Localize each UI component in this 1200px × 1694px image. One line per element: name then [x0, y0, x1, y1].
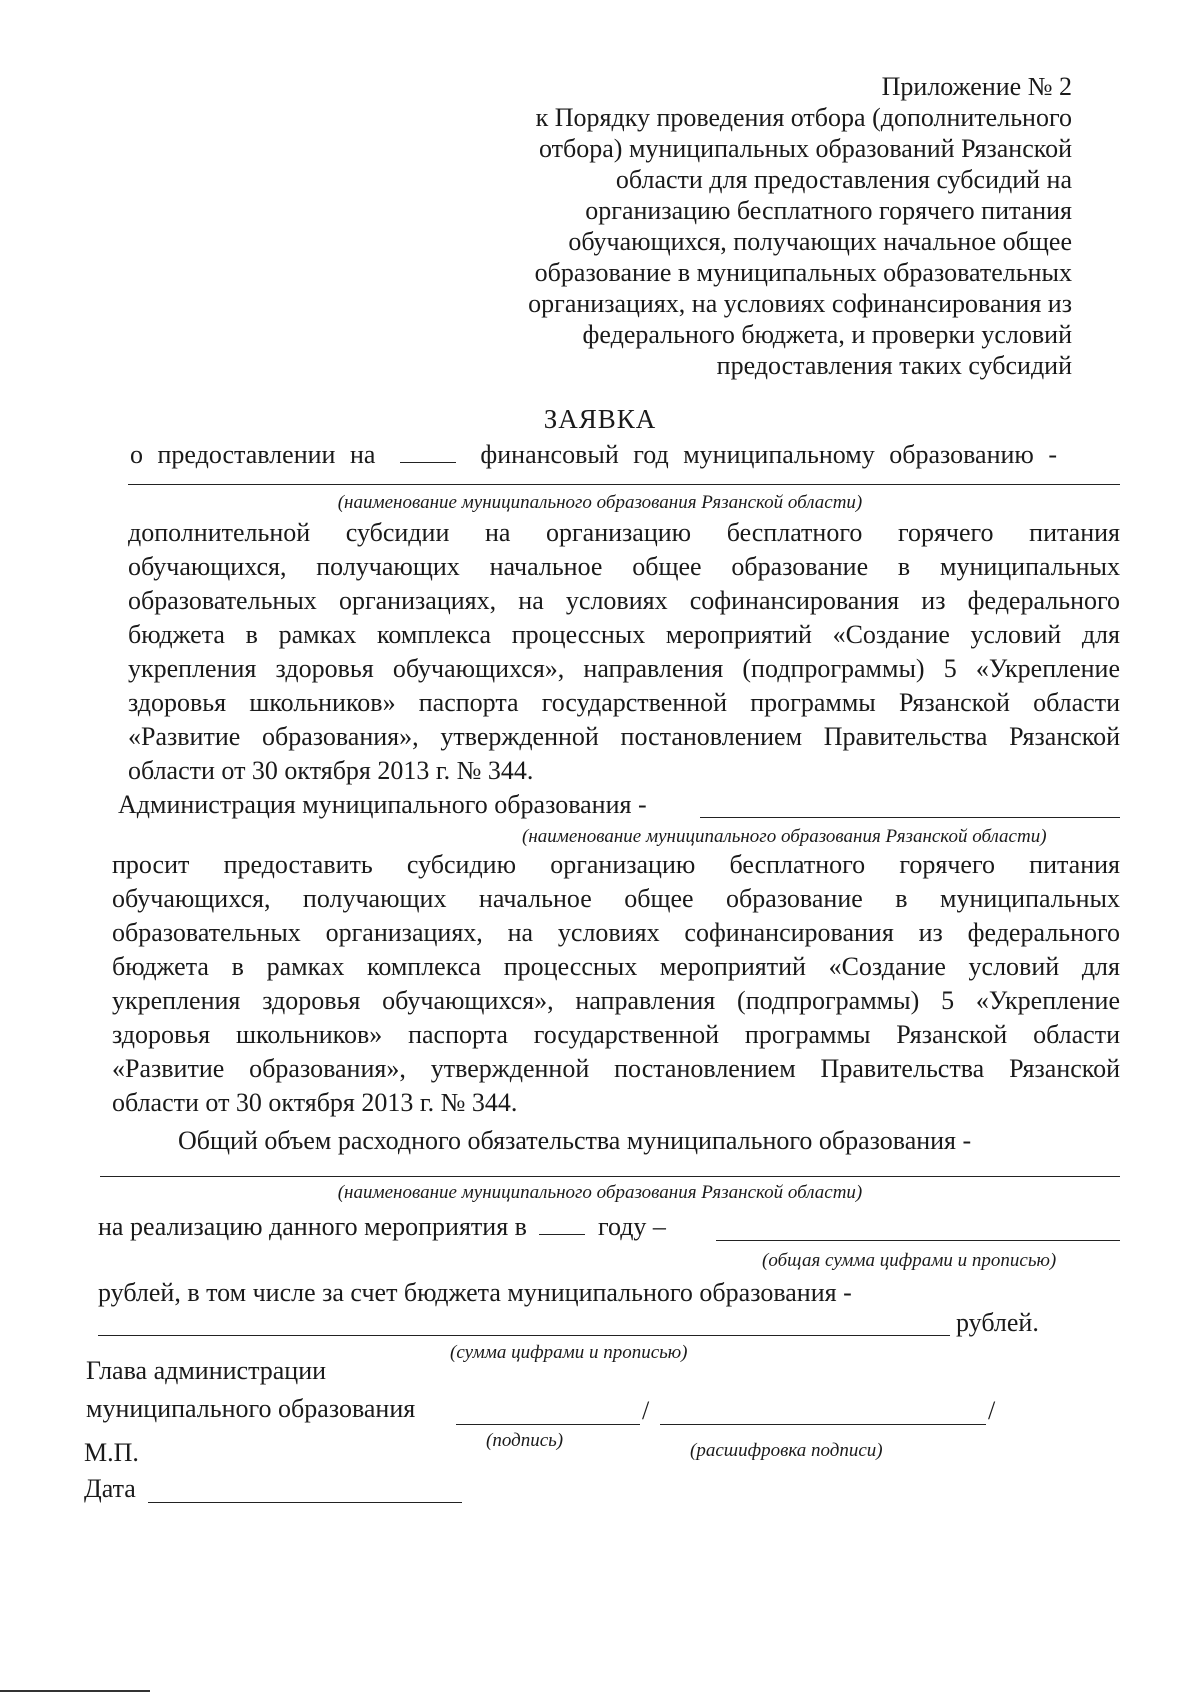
total-label: Общий объем расходного обязательства муниципального образования - — [178, 1126, 972, 1155]
decoding-caption: (расшифровка подписи) — [690, 1440, 883, 1461]
intro-line — [130, 440, 1120, 470]
intro-part1: о предоставлении на — [130, 440, 376, 469]
paragraph2-line: «Развитие образования», утвержденной постановлением Правительства Рязанской — [112, 1054, 1120, 1083]
appendix-line: предоставления таких субсидий — [716, 351, 1072, 380]
budget-sum-caption: (сумма цифрами и прописью) — [450, 1342, 688, 1363]
paragraph1-line: дополнительной субсидии на организацию бесплатного горячего питания — [128, 518, 1120, 547]
appendix-title: Приложение № 2 — [881, 72, 1072, 101]
appendix-line: области для предоставления субсидий на — [615, 165, 1072, 194]
signature-slash: / — [642, 1396, 650, 1425]
total-sum-caption: (общая сумма цифрами и прописью) — [762, 1250, 1057, 1271]
paragraph1-line: образовательных организациях, на условиях софинансирования из федерального — [128, 586, 1120, 615]
administration-caption: (наименование муниципального образования Рязанской области) — [522, 826, 1047, 847]
appendix-line: образование в муниципальных образовательных — [534, 258, 1072, 287]
date-blank-line — [148, 1502, 462, 1503]
stamp-label: М.П. — [84, 1438, 139, 1467]
document-heading: ЗАЯВКА — [543, 404, 657, 434]
implementation-part2: году – — [597, 1212, 666, 1241]
implementation-part1: на реализацию данного мероприятия в — [98, 1212, 527, 1241]
total-municipality-blank-line — [100, 1176, 1120, 1177]
decoding-blank-line — [660, 1424, 986, 1425]
signature-blank-line — [456, 1424, 640, 1425]
appendix-line: федерального бюджета, и проверки условий — [582, 320, 1072, 349]
head-line2: муниципального образования — [86, 1394, 416, 1423]
appendix-line: отбора) муниципальных образований Рязанской — [539, 134, 1072, 163]
administration-blank-line — [700, 817, 1120, 818]
total-sum-blank-line — [716, 1240, 1120, 1241]
rubles-budget-label: рублей, в том числе за счет бюджета муниципального образования - — [98, 1278, 852, 1307]
budget-sum-blank-line — [98, 1335, 950, 1336]
implementation-year-blank — [539, 1212, 585, 1235]
paragraph2-line: обучающихся, получающих начальное общее образование в муниципальных — [112, 884, 1120, 913]
scan-edge-line — [0, 1690, 150, 1692]
paragraph2-line: здоровья школьников» паспорта государственной программы Рязанской области — [112, 1020, 1120, 1049]
appendix-line: обучающихся, получающих начальное общее — [568, 227, 1072, 256]
appendix-line: к Порядку проведения отбора (дополнительного — [535, 103, 1072, 132]
paragraph2-line: укрепления здоровья обучающихся», направления (подпрограммы) 5 «Укрепление — [112, 986, 1120, 1015]
paragraph2-line: образовательных организациях, на условиях софинансирования из федерального — [112, 918, 1120, 947]
paragraph2-line: просит предоставить субсидию организацию бесплатного горячего питания — [112, 850, 1120, 879]
administration-label: Администрация муниципального образования - — [118, 790, 647, 819]
rubles-word: рублей. — [956, 1308, 1039, 1337]
paragraph1-line: бюджета в рамках комплекса процессных мероприятий «Создание условий для — [128, 620, 1120, 649]
paragraph1-line: «Развитие образования», утвержденной постановлением Правительства Рязанской — [128, 722, 1120, 751]
appendix-line: организацию бесплатного горячего питания — [585, 196, 1072, 225]
total-municipality-caption: (наименование муниципального образования Рязанской области) — [337, 1182, 863, 1203]
date-label: Дата — [84, 1474, 136, 1503]
intro-part2: финансовый год муниципальному образованию - — [480, 440, 1057, 469]
paragraph2-line: области от 30 октября 2013 г. № 344. — [112, 1088, 518, 1117]
year-blank — [400, 440, 456, 463]
appendix-line: организациях, на условиях софинансирования из — [528, 289, 1072, 318]
paragraph1-line: обучающихся, получающих начальное общее образование в муниципальных — [128, 552, 1120, 581]
head-line1: Глава администрации — [86, 1356, 327, 1385]
signature-caption: (подпись) — [486, 1430, 564, 1451]
implementation-line — [98, 1212, 666, 1242]
municipality-caption: (наименование муниципального образования Рязанской области) — [337, 492, 863, 513]
paragraph1-line: здоровья школьников» паспорта государственной программы Рязанской области — [128, 688, 1120, 717]
municipality-blank-line — [128, 484, 1120, 485]
paragraph2-line: бюджета в рамках комплекса процессных мероприятий «Создание условий для — [112, 952, 1120, 981]
paragraph1-line: области от 30 октября 2013 г. № 344. — [128, 756, 534, 785]
paragraph1-line: укрепления здоровья обучающихся», направления (подпрограммы) 5 «Укрепление — [128, 654, 1120, 683]
decoding-slash: / — [988, 1396, 996, 1425]
